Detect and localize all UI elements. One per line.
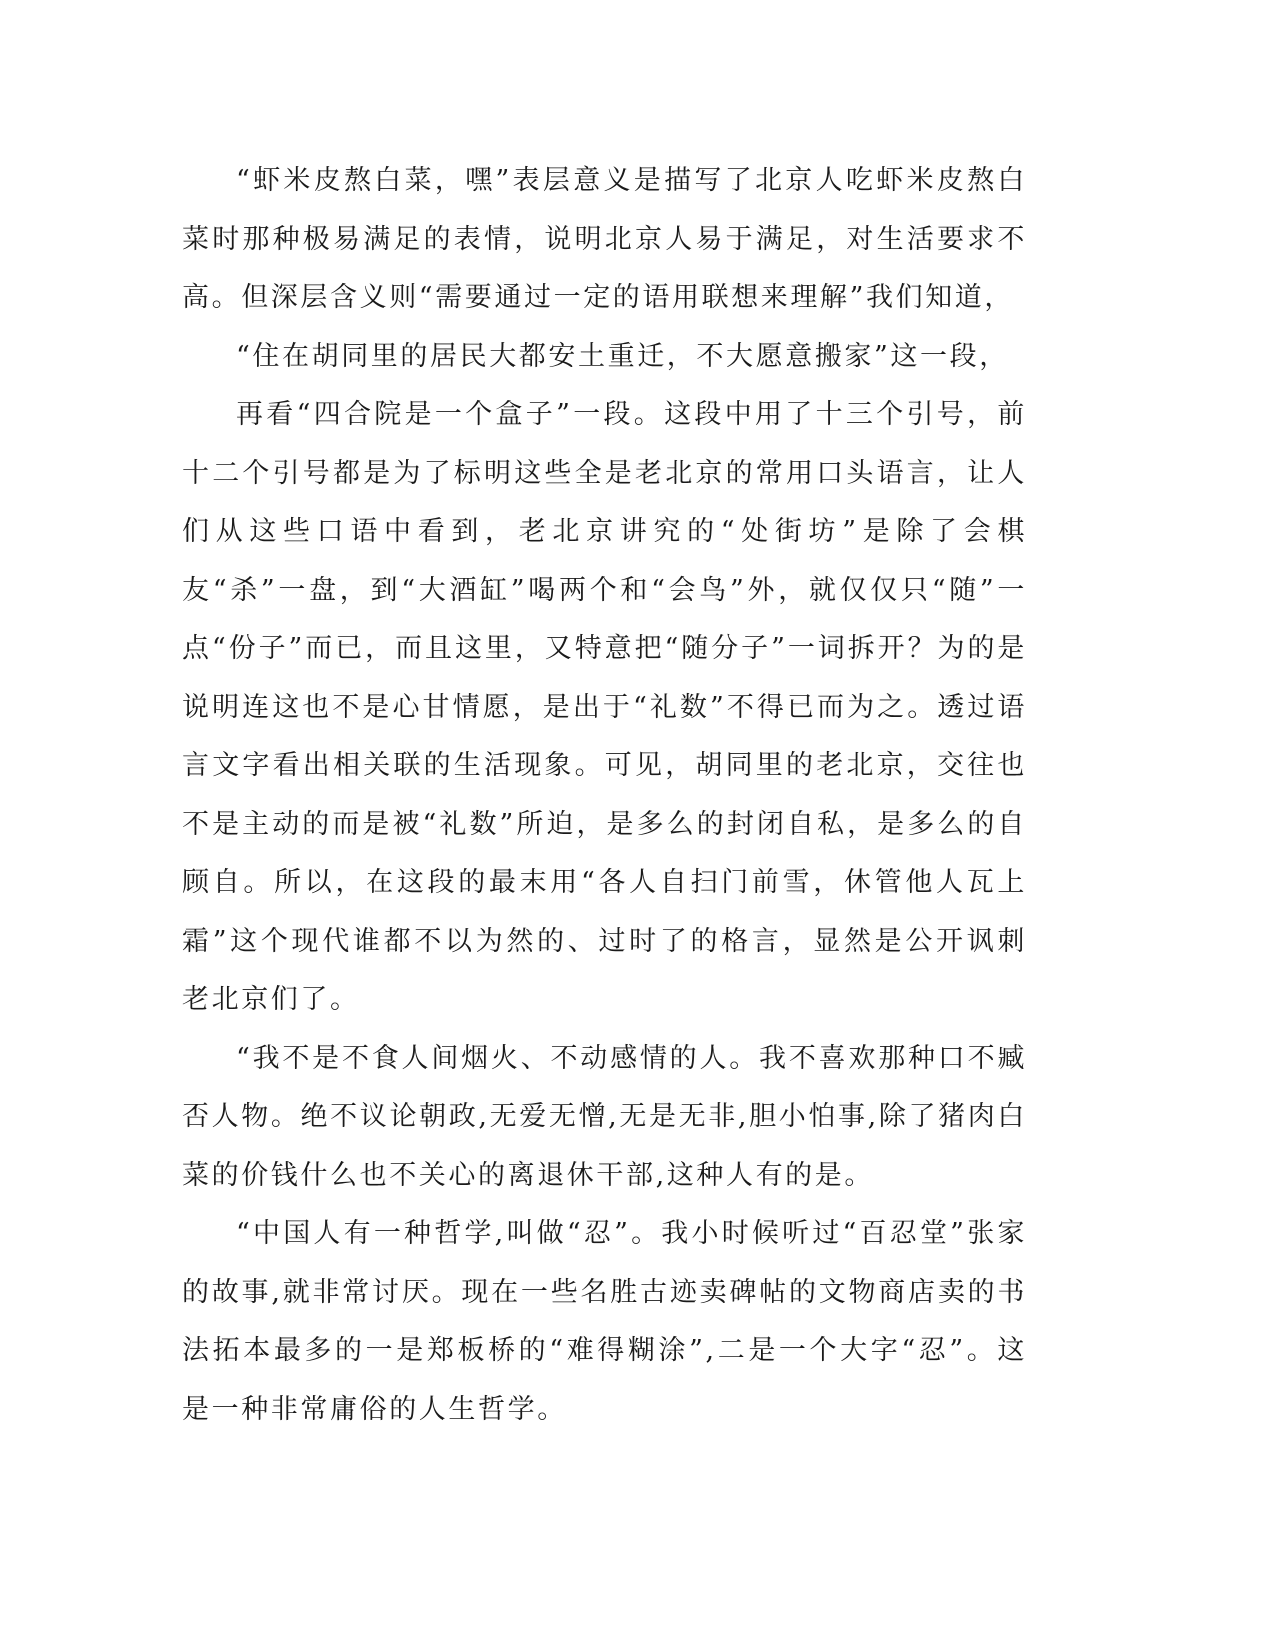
- document-body: [182, 152, 1027, 1439]
- paragraph-philosophy-of-forbearance: “中国人有一种哲学,叫做“忍”。我小时候听过“百忍堂”张家的故事,就非常讨厌。现在一些名胜古迹卖碑帖的文物商店卖的书法拓本最多的一是郑板桥的“难得糊涂”,二是一个大字“忍”。这是一种非常庸俗的人生哲学。: [182, 1218, 1027, 1425]
- paragraph-shrimp-cabbage: “虾米皮熬白菜，嘿”表层意义是描写了北京人吃虾米皮熬白菜时那种极易满足的表情，说明北京人易于满足，对生活要求不高。但深层含义则“需要通过一定的语用联想来理解”我们知道，: [182, 165, 1027, 313]
- paragraph-hutong-residents: “住在胡同里的居民大都安土重迁，不大愿意搬家”这一段，: [236, 340, 1009, 372]
- paragraph-siheyuan-box: 再看“四合院是一个盒子”一段。这段中用了十三个引号，前十二个引号都是为了标明这些全是老北京的常用口头语言，让人们从这些口语中看到，老北京讲究的“处街坊”是除了会棋友“杀”一盘，到“大酒缸”喝两个和“会鸟”外，就仅仅只“随”一点“份子”而已，而且这里，又特意把“随分子”一词拆开？为的是说明连这也不是心甘情愿，是出于“礼数”不得已而为之。透过语言文字看出相关联的生活现象。可见，胡同里的老北京，交往也不是主动的而是被“礼数”所迫，是多么的封闭自私，是多么的自顾自。所以，在这段的最末用“各人自扫门前雪，休管他人瓦上霜”这个现代谁都不以为然的、过时了的格言，显然是公开讽刺老北京们了。: [182, 399, 1027, 1015]
- paragraph-not-indifferent: “我不是不食人间烟火、不动感情的人。我不喜欢那种口不臧否人物。绝不议论朝政,无爱无憎,无是无非,胆小怕事,除了猪肉白菜的价钱什么也不关心的离退休干部,这种人有的是。: [182, 1042, 1027, 1191]
